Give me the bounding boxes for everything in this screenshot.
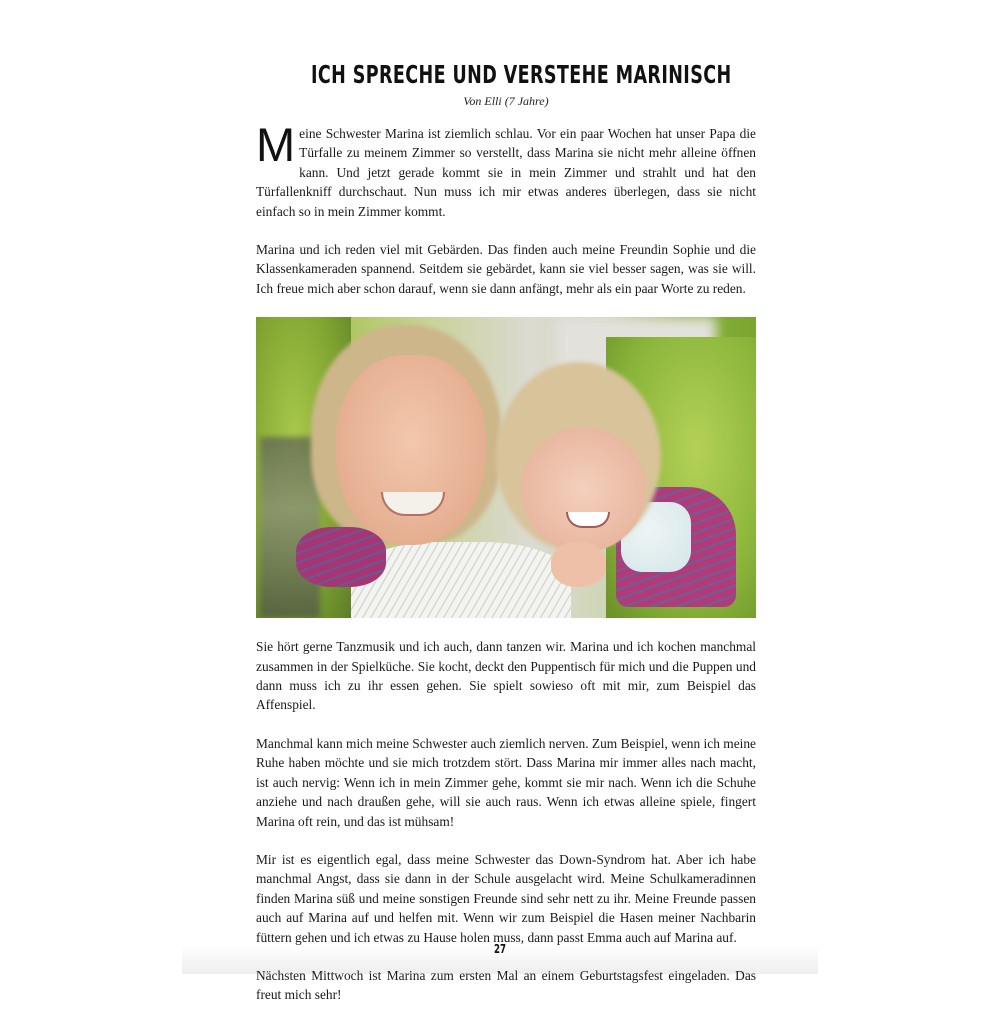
- drop-cap: M: [256, 118, 296, 171]
- paragraph-2: Marina und ich reden viel mit Gebärden. Das finden auch meine Freundin Sophie und die Klassenkameraden spannend. Seitdem sie gebärdet, kann sie viel besser sagen, was sie will. Ich freue mich aber schon darauf, wenn sie dann anfängt, mehr als ein paar Worte zu reden.: [256, 242, 756, 296]
- photo-younger-girl-arm: [296, 527, 386, 587]
- article-title: ICH SPRECHE UND VERSTEHE MARINISCH: [311, 60, 732, 89]
- paragraph-5: Mir ist es eigentlich egal, dass meine Schwester das Down-Syndrom hat. Aber ich habe manchmal Angst, dass sie dann in der Schule ausgelacht wird. Meine Schulkameradinnen finden Marina süß und meine sonstigen Freunde sind sehr nett zu ihr. Meine Freunde passen auch auf Marina auf und helfen mit. Wenn wir zum Beispiel die Hasen meiner Nachbarin füttern gehen und ich etwas zu Hause holen muss, dann passt Emma auch auf Marina auf.: [256, 851, 756, 945]
- photo-younger-girl-hand: [551, 542, 606, 587]
- paragraph-6: Nächsten Mittwoch ist Marina zum ersten Mal an einem Geburtstagsfest eingeladen. Das freut mich sehr!: [256, 967, 756, 1003]
- paragraph-1-text: eine Schwester Marina ist ziemlich schlau. Vor ein paar Wochen hat unser Papa die Türfalle zu meinem Zimmer so verstellt, dass Marina sie nicht mehr alleine öffnen kann. Und jetzt gerade kommt sie in mein Zimmer und strahlt und hat den Türfallenkniff durchschaut. Nun muss ich mir etwas anderes überlegen, dass sie nicht einfach so in mein Zimmer kommt.: [256, 126, 756, 219]
- article-byline: Von Elli (7 Jahre): [463, 94, 549, 108]
- article: [256, 56, 756, 1024]
- paragraph-4: Manchmal kann mich meine Schwester auch ziemlich nerven. Zum Beispiel, wenn ich meine Ruhe haben möchte und sie mich trotzdem stört. Dass Marina mir immer alles nach macht, ist auch nervig: Wenn ich in mein Zimmer gehe, kommt sie mir nach. Wenn ich die Schuhe anziehe und nach draußen gehe, will sie auch raus. Wenn ich etwas alleine spiele, fingert Marina oft rein, und das ist mühsam!: [256, 735, 756, 829]
- photo-two-sisters: [256, 317, 756, 618]
- page-number: 27: [493, 942, 507, 956]
- photo-older-girl-face: [336, 355, 486, 545]
- photo-younger-girl-face: [521, 427, 646, 552]
- paragraph-3: Sie hört gerne Tanzmusik und ich auch, dann tanzen wir. Marina und ich kochen manchmal zusammen in der Spielküche. Sie kocht, deckt den Puppentisch für mich und die Puppen und dann muss ich zu ihr essen gehen. Sie spielt sowieso oft mit mir, zum Beispiel das Affenspiel.: [256, 639, 756, 713]
- paragraph-1: [256, 118, 756, 221]
